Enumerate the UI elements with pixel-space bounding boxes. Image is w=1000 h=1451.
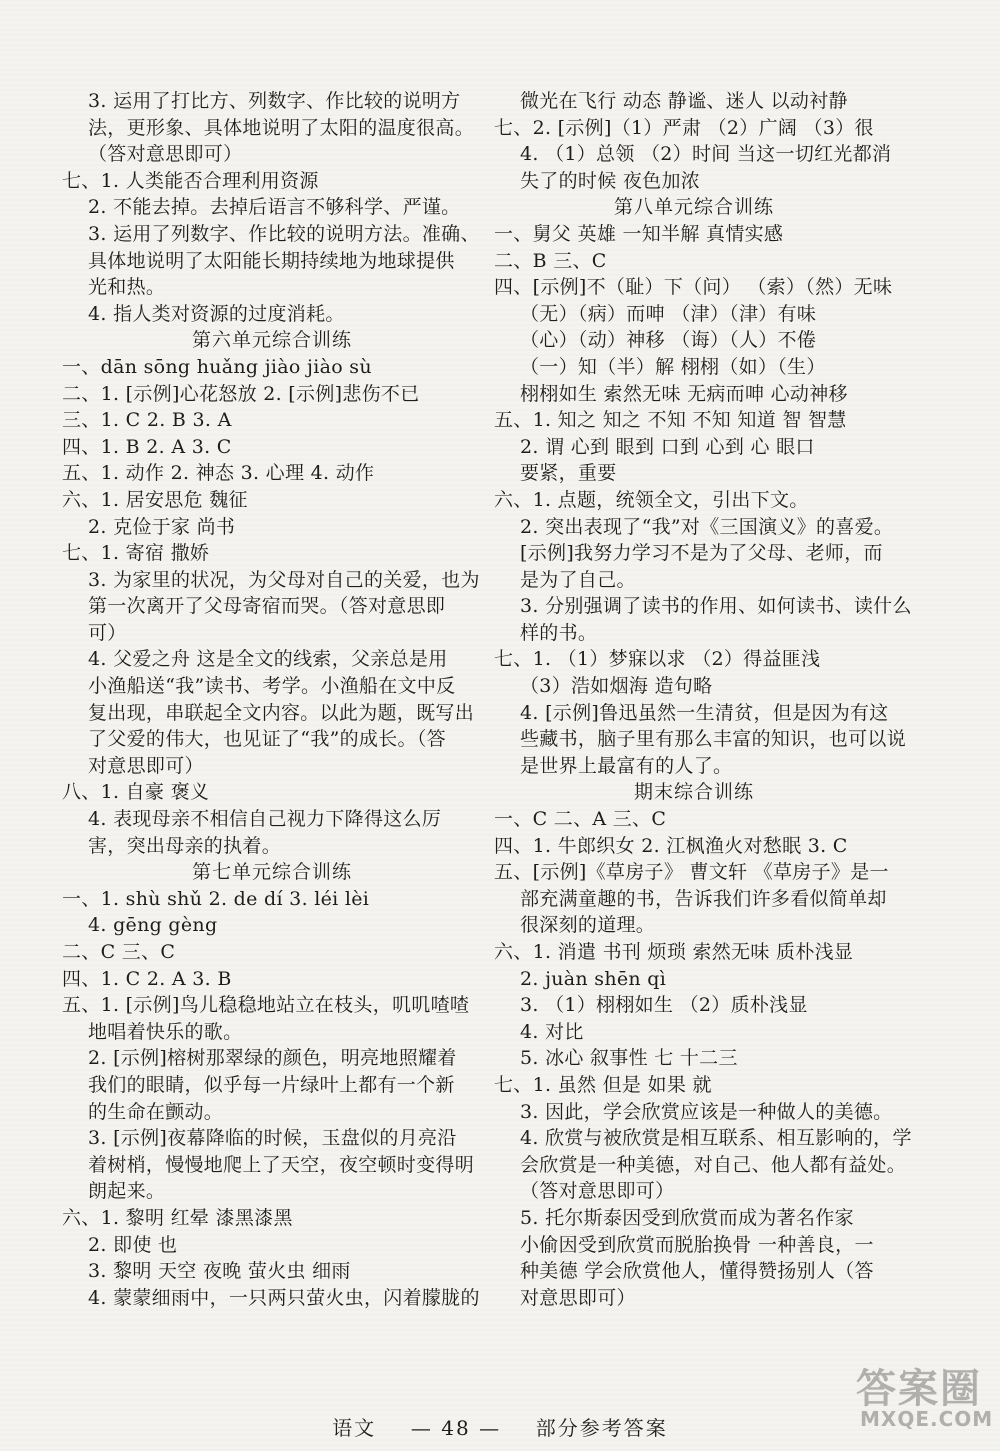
right-answer-line: （答对意思即可） [520, 1180, 675, 1203]
right-answer-line: 很深刻的道理。 [520, 914, 656, 937]
right-answer-line: 二、B 三、C [494, 249, 607, 272]
left-answer-line: 3. 为家里的状况，为父母对自己的关爱，也为 [88, 568, 480, 591]
left-answer-line: 对意思即可） [88, 754, 204, 777]
left-answer-line: 4. 父爱之舟 这是全文的线索，父亲总是用 [88, 648, 448, 671]
left-answer-line: 光和热。 [88, 276, 166, 299]
left-answer-line: 小渔船送“我”读书、考学。小渔船在文中反 [88, 675, 456, 698]
right-answer-line: 一、舅父 英雄 一知半解 真情实感 [494, 222, 784, 245]
right-answer-line: 对意思即可） [520, 1286, 636, 1309]
left-answer-line: 四、1. C 2. A 3. B [62, 967, 232, 990]
right-answer-line: 4. 对比 [520, 1020, 584, 1043]
right-answer-line: 七、1. 虽然 但是 如果 就 [494, 1073, 712, 1096]
right-answer-line: 2. juàn shēn qì [520, 967, 667, 990]
left-answer-line: 我们的眼睛，似乎每一片绿叶上都有一个新 [88, 1073, 455, 1096]
right-answer-line: 5. 托尔斯泰因受到欣赏而成为著名作家 [520, 1206, 854, 1229]
left-answer-line: 六、1. 居安思危 魏征 [62, 488, 248, 511]
left-answer-line: 可） [88, 621, 127, 644]
right-answer-line: 样的书。 [520, 621, 598, 644]
right-answer-line: 七、1. （1）梦寐以求 （2）得益匪浅 [494, 648, 821, 671]
left-answer-line: 4. gēng gèng [88, 914, 218, 937]
section-heading: 第六单元综合训练 [191, 329, 352, 352]
left-answer-line: 3. [示例]夜幕降临的时候，玉盘似的月亮沿 [88, 1127, 457, 1150]
left-answer-line: 2. 克俭于家 尚书 [88, 515, 236, 538]
right-answer-line: 2. 突出表现了“我”对《三国演义》的喜爱。 [520, 515, 894, 538]
right-answer-line: 种美德 学会欣赏他人，懂得赞扬别人（答 [520, 1260, 874, 1283]
footer-subject: 语文 [332, 1416, 377, 1440]
right-answer-line: 七、2. [示例]（1）严肃 （2）广阔 （3）很 [494, 116, 874, 139]
left-answer-line: 朗起来。 [88, 1180, 166, 1203]
right-answer-line: 失了的时候 夜色加浓 [520, 169, 701, 192]
left-answer-line: 八、1. 自豪 褒义 [62, 781, 210, 804]
right-answer-line: 小偷因受到欣赏而脱胎换骨 一种善良，一 [520, 1233, 874, 1256]
right-answer-line: 要紧，重要 [520, 462, 617, 485]
watermark-title: 答案圈 [856, 1366, 982, 1412]
right-answer-line: 六、1. 点题，统领全文，引出下文。 [494, 488, 809, 511]
left-answer-line: 五、1. 动作 2. 神态 3. 心理 4. 动作 [62, 462, 375, 485]
right-answer-line: 2. 谓 心到 眼到 口到 心到 心 眼口 [520, 435, 815, 458]
left-answer-line: 法，更形象、具体地说明了太阳的温度很高。 [88, 116, 475, 139]
left-answer-line: 2. 不能去掉。去掉后语言不够科学、严谨。 [88, 196, 461, 219]
page-footer [0, 1412, 1000, 1441]
right-answer-line: （一）知（半）解 栩栩（如）（生） [520, 355, 826, 378]
right-answer-line: 四、1. 牛郎织女 2. 江枫渔火对愁眠 3. C [494, 834, 848, 857]
right-answer-line: 些藏书，脑子里有那么丰富的知识，也可以说 [520, 728, 907, 751]
left-answer-line: 五、1. [示例]鸟儿稳稳地站立在枝头，叽叽喳喳 [62, 994, 470, 1017]
right-answer-line: 部充满童趣的书，告诉我们许多看似简单却 [520, 887, 887, 910]
right-answer-line: 五、1. 知之 知之 不知 不知 知道 智 智慧 [494, 409, 847, 432]
left-column [62, 88, 482, 1311]
right-answer-line: 五、[示例]《草房子》 曹文轩 《草房子》是一 [494, 861, 889, 884]
left-answer-line: 害，突出母亲的执着。 [88, 834, 282, 857]
right-column [494, 88, 912, 1311]
right-answer-line: （3）浩如烟海 造句略 [520, 675, 713, 698]
left-answer-line: 着树梢，慢慢地爬上了天空，夜空顿时变得明 [88, 1153, 475, 1176]
left-answer-line: 4. 蒙蒙细雨中，一只两只萤火虫，闪着朦胧的 [88, 1286, 480, 1309]
left-answer-line: 七、1. 人类能否合理利用资源 [62, 169, 319, 192]
left-answer-line: 七、1. 寄宿 撒娇 [62, 542, 210, 565]
right-answer-line: 六、1. 消遣 书刊 烦琐 索然无味 质朴浅显 [494, 941, 854, 963]
footer-page-number: — 48 — [410, 1416, 502, 1440]
left-answer-line: 4. 表现母亲不相信自己视力下降得这么厉 [88, 808, 442, 831]
left-answer-line: 六、1. 黎明 红晕 漆黑漆黑 [62, 1206, 293, 1229]
section-heading: 第八单元综合训练 [613, 196, 774, 219]
right-answer-line: 4. [示例]鲁迅虽然一生清贫，但是因为有这 [520, 701, 889, 724]
left-answer-line: 三、1. C 2. B 3. A [62, 409, 232, 432]
left-answer-line: 4. 指人类对资源的过度消耗。 [88, 302, 345, 325]
left-answer-line: 3. 黎明 天空 夜晚 萤火虫 细雨 [88, 1260, 351, 1283]
right-answer-line: 3. 因此，学会欣赏应该是一种做人的美德。 [520, 1100, 893, 1123]
watermark-url: MXQE.COM [860, 1407, 994, 1431]
right-answer-line: 5. 冰心 叙事性 七 十二三 [520, 1047, 738, 1070]
left-answer-line: 一、dān sōng huǎng jiào jiào sù [62, 355, 372, 378]
left-answer-line: 二、C 三、C [62, 941, 176, 963]
left-answer-line: 3. 运用了列数字、作比较的说明方法。准确、 [88, 222, 480, 245]
right-answer-line: 会欣赏是一种美德，对自己、他人都有益处。 [520, 1153, 907, 1176]
left-answer-line: 二、1. [示例]心花怒放 2. [示例]悲伤不已 [62, 382, 420, 405]
right-answer-line: 四、[示例]不（耻）下（问） （索）（然）无味 [494, 276, 893, 299]
left-answer-line: 复出现，串联起全文内容。以此为题，既写出 [88, 701, 475, 724]
left-answer-line: 地唱着快乐的歌。 [88, 1020, 243, 1043]
left-answer-line: （答对意思即可） [88, 143, 243, 166]
right-answer-line: 是世界上最富有的人了。 [520, 754, 733, 777]
right-answer-line: （心）（动）神移 （诲）（人）不倦 [520, 329, 817, 352]
right-answer-line: 是为了自己。 [520, 568, 636, 591]
left-answer-line: 2. [示例]榕树那翠绿的颜色，明亮地照耀着 [88, 1047, 457, 1070]
footer-section: 部分参考答案 [535, 1416, 668, 1440]
right-answer-line: 一、C 二、A 三、C [494, 808, 667, 831]
section-heading: 第七单元综合训练 [191, 861, 352, 884]
right-answer-line: 4. （1）总领 （2）时间 当这一切红光都消 [520, 143, 892, 166]
left-answer-line: 的生命在颤动。 [88, 1100, 224, 1123]
right-answer-line: 4. 欣赏与被欣赏是相互联系、相互影响的，学 [520, 1127, 912, 1150]
section-heading: 期末综合训练 [633, 781, 754, 804]
right-answer-line: [示例]我努力学习不是为了父母、老师，而 [520, 542, 883, 565]
left-answer-line: 2. 即使 也 [88, 1233, 178, 1256]
right-answer-line: （无）（病）而呻 （津）（津）有味 [520, 302, 817, 325]
left-answer-line: 具体地说明了太阳能长期持续地为地球提供 [88, 249, 455, 272]
watermark-logo [852, 1357, 994, 1437]
right-answer-line: 3. （1）栩栩如生 （2）质朴浅显 [520, 994, 808, 1017]
right-answer-line: 微光在飞行 动态 静谧、迷人 以动衬静 [520, 90, 848, 112]
left-answer-line: 一、1. shù shǔ 2. de dí 3. léi lèi [62, 887, 370, 910]
left-answer-line: 四、1. B 2. A 3. C [62, 435, 232, 458]
left-answer-line: 了父爱的伟大，也见证了“我”的成长。（答 [88, 728, 446, 751]
left-answer-line: 第一次离开了父母寄宿而哭。（答对意思即 [88, 595, 446, 618]
right-answer-line: 栩栩如生 索然无味 无病而呻 心动神移 [520, 382, 848, 405]
right-answer-line: 3. 分别强调了读书的作用、如何读书、读什么 [520, 595, 912, 618]
left-answer-line: 3. 运用了打比方、列数字、作比较的说明方 [88, 90, 461, 112]
